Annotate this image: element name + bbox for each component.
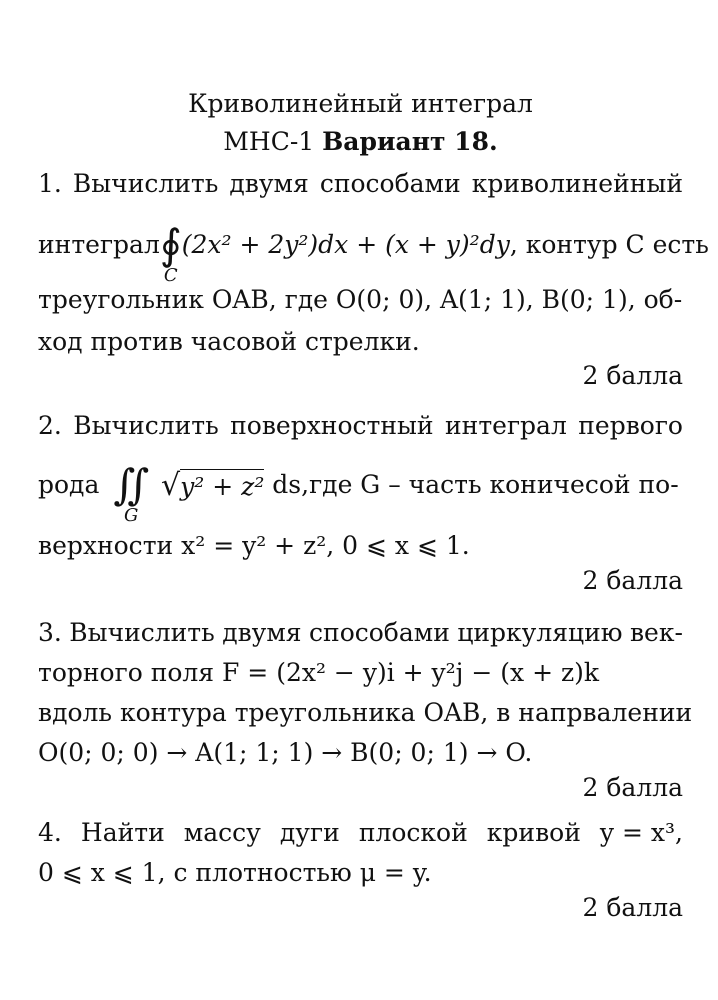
problem-4-word: 4. — [38, 818, 62, 847]
integrand: (2x² + 2y²)dx + (x + y)²dy — [181, 230, 510, 259]
document-title: Криволинейный интеграл — [188, 89, 533, 118]
radicand: y² + z² — [180, 469, 264, 504]
problem-2-line-2 — [38, 458, 683, 526]
problem-1-word: интеграл — [38, 230, 160, 259]
problem-3-word: век- — [629, 618, 683, 647]
double-integral-sign: ∬ G — [113, 460, 150, 526]
problem-1-word: двумя — [229, 169, 309, 198]
contour-integral-sign: ∮ C — [159, 220, 182, 286]
problem-3-word: способами — [309, 618, 450, 647]
problem-2-score: 2 балла — [582, 566, 683, 595]
problem-4-line-2: 0 ⩽ x ⩽ 1, с плотностью μ = y. — [38, 858, 432, 887]
problem-3-line-2: торного поля F = (2x² − y)i + y²j − (x + z)k — [38, 658, 600, 687]
problem-1-word: способами — [319, 169, 461, 198]
problem-1-integral-expression — [159, 218, 510, 286]
problem-4-word: y = x³, — [599, 818, 683, 847]
problem-2-word: рода — [38, 470, 100, 499]
surface-label: G — [123, 505, 139, 526]
problem-3-line-1 — [38, 617, 683, 650]
problem-1-line-3: треугольник OAB, где O(0; 0), A(1; 1), B(0; 1), об- — [38, 285, 683, 314]
problem-3-word: циркуляцию — [457, 618, 623, 647]
problem-2-after: ds,где G – часть коничесой по- — [272, 470, 679, 499]
problem-3-word: двумя — [222, 618, 302, 647]
variant-line — [38, 126, 683, 164]
problem-2-word: поверхностный — [230, 411, 434, 440]
square-root: √ y² + z² — [161, 468, 265, 503]
problem-1-line-1 — [38, 168, 683, 201]
problem-4-line-1 — [38, 817, 683, 850]
problem-4-word: дуги — [279, 818, 340, 847]
problem-1-line-4: ход против часовой стрелки. — [38, 327, 420, 356]
problem-4-word: массу — [183, 818, 261, 847]
problem-3-line-4: O(0; 0; 0) → A(1; 1; 1) → B(0; 0; 1) → O. — [38, 738, 533, 767]
problem-3-word: 3. — [38, 618, 62, 647]
problem-1-word: криволинейный — [471, 169, 683, 198]
problem-1-score: 2 балла — [582, 361, 683, 390]
contour-label: C — [163, 265, 178, 286]
problem-1-line-2 — [38, 218, 709, 286]
problem-2-line-3: верхности x² = y² + z², 0 ⩽ x ⩽ 1. — [38, 531, 470, 560]
problem-4-word: кривой — [486, 818, 581, 847]
problem-2-word: 2. — [38, 411, 62, 440]
problem-2-line-1 — [38, 410, 683, 443]
problem-3-line-3: вдоль контура треугольника OAB, в напрвалении — [38, 698, 693, 727]
problem-3-score: 2 балла — [582, 773, 683, 802]
problem-1-contour-text: , контур C есть — [509, 230, 709, 259]
course-code: МНС-1 — [223, 127, 315, 156]
variant-number: Вариант 18. — [322, 127, 498, 156]
problem-4-score: 2 балла — [582, 893, 683, 922]
problem-1-word: 1. — [38, 169, 62, 198]
problem-2-word: первого — [578, 411, 683, 440]
problem-2-word: Вычислить — [73, 411, 219, 440]
problem-2-word: интеграл — [445, 411, 567, 440]
problem-4-word: Найти — [80, 818, 165, 847]
problem-4-word: плоской — [358, 818, 468, 847]
problem-1-word: Вычислить — [72, 169, 219, 198]
problem-3-word: Вычислить — [69, 618, 215, 647]
title-block — [38, 88, 683, 164]
